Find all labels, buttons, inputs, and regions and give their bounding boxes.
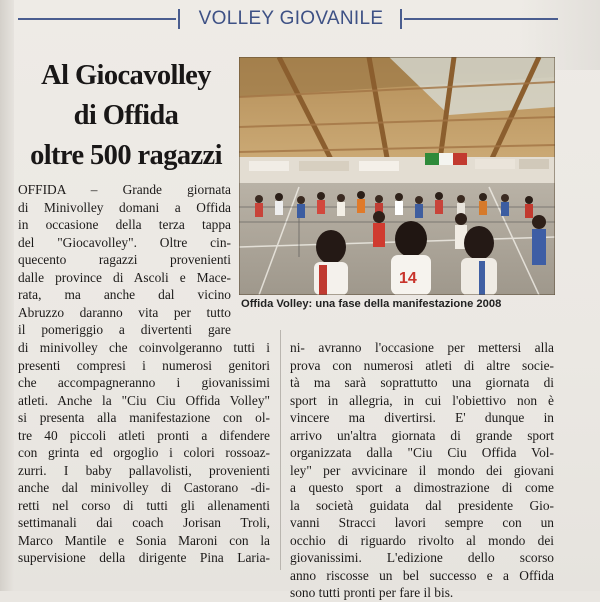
text-line: in occasione della terza tappa xyxy=(18,217,231,232)
article-intro xyxy=(18,181,231,339)
text-line: del "Giocavolley". Oltre cin- xyxy=(18,234,231,250)
text-line: organizzata dalla "Ciu Ciu Offida Vol- xyxy=(290,445,554,460)
text-line: Abruzzo daranno vita per tutto xyxy=(18,304,231,320)
text-line: con grinta ed orgoglio i colori rossoaz- xyxy=(18,445,270,460)
text-line: quecento ragazzi provenienti xyxy=(18,252,231,267)
headline-line: Al Giocavolley xyxy=(41,60,211,91)
text-line: la società guidata dal presidente Gio- xyxy=(290,497,554,513)
column-divider xyxy=(280,330,281,570)
text-line: ni- avranno l'occasione per mettersi alla xyxy=(290,340,554,355)
jersey-number: 14 xyxy=(399,270,417,287)
text-line: prova con numerosi atleti di altre socie- xyxy=(290,357,554,373)
text-line: tà ma sarà soprattutto una giornata di xyxy=(290,375,554,390)
text-line: occhio di riguardo rivolto al mondo dei xyxy=(290,532,554,548)
article-column-left xyxy=(18,339,270,567)
text-line: supervisione della dirigente Pina Laria- xyxy=(18,550,270,565)
photo-caption: Offida Volley: una fase della manifestazione 2008 xyxy=(241,298,502,310)
text-line: OFFIDA – Grande giornata xyxy=(18,182,231,197)
text-line: rata, ma anche dal vicino xyxy=(18,287,231,302)
text-line: retti nel corso di tutti gli allenamenti xyxy=(18,497,270,513)
text-line: anche dal minivolley di Castorano -di- xyxy=(18,480,270,495)
text-line: anno riscosse un bel successo e a Offida xyxy=(290,567,554,583)
text-line: di minivolley che coinvolgeranno tutti i xyxy=(18,340,270,355)
headline-line: oltre 500 ragazzi xyxy=(30,140,222,171)
header-rule-right xyxy=(404,18,558,20)
header-tick-right xyxy=(400,9,402,29)
text-line: zurri. I baby pallavolisti, provenienti xyxy=(18,462,270,478)
header-tick-left xyxy=(178,9,180,29)
text-line: giovanissimi. L'edizione dello scorso xyxy=(290,550,554,565)
text-line: che accompagneranno i giovanissimi xyxy=(18,375,270,390)
text-line: a questo sport a dimostrazione di come xyxy=(290,480,554,495)
text-line: tre 40 piccoli atleti pronti a difendere xyxy=(18,427,270,443)
article-headline xyxy=(20,56,232,176)
headline-line: di Offida xyxy=(73,100,179,131)
text-line: arrivo un'altra giornata di grande sport xyxy=(290,427,554,443)
text-line: vanni Stracci lavori sempre con un xyxy=(290,515,554,530)
header-rule-left xyxy=(18,18,176,20)
text-line: sono tutti pronti per fare il bis. xyxy=(290,585,454,600)
text-line: sport in allegria, in cui l'obiettivo non è xyxy=(290,392,554,408)
section-title: VOLLEY GIOVANILE xyxy=(198,8,384,29)
gym-scene-image xyxy=(239,57,555,295)
text-line: ley" per avvicinare il mondo dei giovani xyxy=(290,462,554,478)
article-photo xyxy=(239,57,555,295)
text-line: vincere ma divertirsi. E' dunque in xyxy=(290,410,554,425)
section-header xyxy=(18,6,558,32)
text-line: Marco Mantile e Sonia Maroni con la xyxy=(18,532,270,548)
text-line: di Minivolley domani a Offida xyxy=(18,199,231,215)
text-line: il pomeriggio a divertenti gare xyxy=(18,322,231,337)
article-column-right xyxy=(290,339,554,602)
text-line: presenti compresi i numerosi genitori xyxy=(18,357,270,373)
text-line: settimanali dai coach Jorisan Troli, xyxy=(18,515,270,530)
text-line: dalle province di Ascoli e Mace- xyxy=(18,269,231,285)
text-line: atleti. Anche la "Ciu Ciu Offida Volley" xyxy=(18,392,270,408)
text-line: si presenta alla manifestazione con ol- xyxy=(18,410,270,425)
